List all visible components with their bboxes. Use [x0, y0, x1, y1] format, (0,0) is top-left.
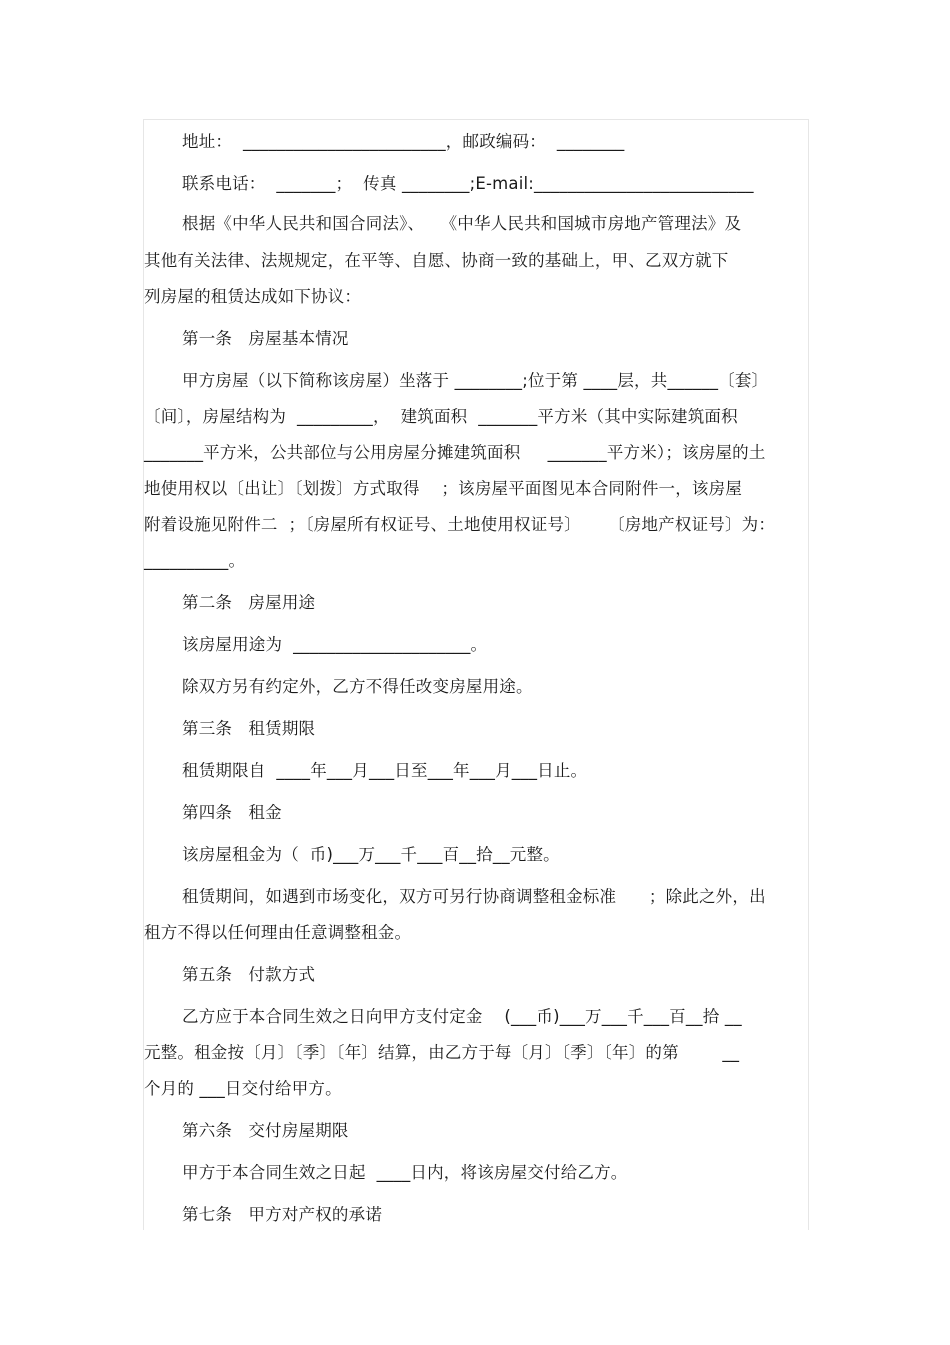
- article-1-line-2: 〔间〕，房屋结构为 _________， 建筑面积 _______平方米（其中实际建筑面积: [144, 407, 738, 426]
- article-4-line-1: 该房屋租金为（ 币)___万___千___百__拾__元整。: [182, 845, 560, 864]
- preamble-line-1: 根据《中华人民共和国合同法》、 《中华人民共和国城市房地产管理法》及: [182, 214, 742, 233]
- document-page: [143, 119, 809, 1230]
- preamble-line-3: 列房屋的租赁达成如下协议：: [144, 287, 362, 306]
- article-2-line-1: 该房屋用途为 _____________________。: [182, 635, 488, 654]
- article-4-line-2: 租赁期间，如遇到市场变化，双方可另行协商调整租金标准 ；除此之外，出: [182, 887, 766, 906]
- article-5-line-1: 乙方应于本合同生效之日向甲方支付定金 (___币)___万___千___百__拾 __: [182, 1007, 742, 1026]
- preamble-line-2: 其他有关法律、法规规定，在平等、自愿、协商一致的基础上，甲、乙双方就下: [144, 251, 729, 270]
- article-4-heading: 第四条 租金: [182, 803, 282, 822]
- article-2-line-2: 除双方另有约定外，乙方不得任改变房屋用途。: [182, 677, 533, 696]
- article-6-heading: 第六条 交付房屋期限: [182, 1121, 349, 1140]
- article-5-heading: 第五条 付款方式: [182, 965, 316, 984]
- article-1-line-1: 甲方房屋（以下简称该房屋）坐落于 ________;位于第 ____层，共______〔套〕: [182, 371, 769, 390]
- article-1-line-3: _______平方米，公共部位与公用房屋分摊建筑面积 _______平方米）；该房屋的土: [144, 443, 766, 462]
- address-line: 地址： ________________________，邮政编码： ________: [182, 132, 625, 151]
- article-4-line-3: 租方不得以任何理由任意调整租金。: [144, 923, 412, 942]
- article-3-line-1: 租赁期限自 ____年___月___日至___年___月___日止。: [182, 761, 588, 780]
- contact-line: 联系电话： _______； 传真 ________;E-mail:__________________________: [182, 174, 754, 193]
- article-6-line-1: 甲方于本合同生效之日起 ____日内，将该房屋交付给乙方。: [182, 1163, 628, 1182]
- article-5-line-2: 元整。租金按〔月〕〔季〕〔年〕结算，由乙方于每〔月〕〔季〕〔年〕的第 __: [144, 1043, 740, 1062]
- article-1-line-6: __________。: [144, 551, 246, 570]
- article-1-line-4: 地使用权以〔出让〕〔划拨〕方式取得 ；该房屋平面图见本合同附件一，该房屋: [144, 479, 743, 498]
- article-1-line-5: 附着设施见附件二 ；〔房屋所有权证号、土地使用权证号〕 〔房地产权证号〕为：: [144, 515, 776, 534]
- article-2-heading: 第二条 房屋用途: [182, 593, 316, 612]
- article-5-line-3: 个月的 ___日交付给甲方。: [144, 1079, 342, 1098]
- article-3-heading: 第三条 租赁期限: [182, 719, 316, 738]
- article-7-heading: 第七条 甲方对产权的承诺: [182, 1205, 383, 1224]
- article-1-heading: 第一条 房屋基本情况: [182, 329, 349, 348]
